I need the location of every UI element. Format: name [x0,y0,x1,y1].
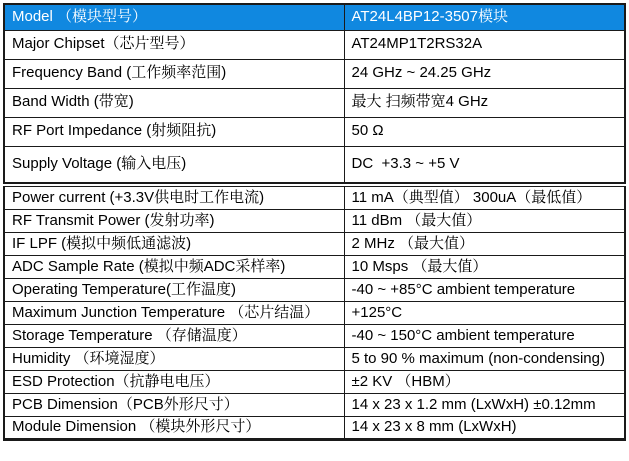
header-label-cell: Model （模块型号） [4,4,344,30]
spec-value-cell: 11 mA（典型值） 300uA（最低值） [344,187,625,210]
spec-value-cell: 14 x 23 x 8 mm (LxWxH) [344,417,625,440]
spec-value-cell: 50 Ω [344,117,625,146]
spec-row [4,210,625,233]
spec-row [4,187,625,210]
header-value-cell: AT24L4BP12-3507模块 [344,4,625,30]
spec-row [4,348,625,371]
spec-label-cell: PCB Dimension（PCB外形尺寸） [4,394,344,417]
spec-label-cell: Operating Temperature(工作温度) [4,279,344,302]
spec-label-cell: Supply Voltage (输入电压) [4,146,344,183]
spec-label-cell: Humidity （环境湿度） [4,348,344,371]
spec-label-cell: Band Width (带宽) [4,88,344,117]
spec-value-cell: 5 to 90 % maximum (non-condensing) [344,348,625,371]
spec-label-cell: Module Dimension （模块外形尺寸） [4,417,344,440]
spec-row [4,146,625,183]
spec-label-cell: Maximum Junction Temperature （芯片结温） [4,302,344,325]
spec-value-cell: 2 MHz （最大值） [344,233,625,256]
spec-label-cell: Major Chipset（芯片型号） [4,30,344,59]
spec-label-cell: Frequency Band (工作频率范围) [4,59,344,88]
spec-row [4,233,625,256]
spec-row [4,279,625,302]
spec-value-cell: +125°C [344,302,625,325]
spec-value-cell: 最大 扫频带宽4 GHz [344,88,625,117]
spec-table-top [3,3,626,184]
spec-value-cell: -40 ~ 150°C ambient temperature [344,325,625,348]
spec-value-cell: 24 GHz ~ 24.25 GHz [344,59,625,88]
spec-row [4,325,625,348]
spec-row [4,371,625,394]
spec-label-cell: RF Transmit Power (发射功率) [4,210,344,233]
spec-value-cell: 11 dBm （最大值） [344,210,625,233]
spec-value-cell: DC +3.3 ~ +5 V [344,146,625,183]
spec-label-cell: ADC Sample Rate (模拟中频ADC采样率) [4,256,344,279]
spec-value-cell: -40 ~ +85°C ambient temperature [344,279,625,302]
spec-label-cell: Power current (+3.3V供电时工作电流) [4,187,344,210]
spec-row [4,30,625,59]
spec-label-cell: Storage Temperature （存储温度） [4,325,344,348]
table-header-row [4,4,625,30]
spec-label-cell: RF Port Impedance (射频阻抗) [4,117,344,146]
spec-label-cell: ESD Protection（抗静电电压） [4,371,344,394]
spec-table-bottom [3,186,626,441]
spec-row [4,394,625,417]
spec-value-cell: ±2 KV （HBM） [344,371,625,394]
spec-value-cell: 10 Msps （最大值） [344,256,625,279]
spec-label-cell: IF LPF (模拟中频低通滤波) [4,233,344,256]
spec-value-cell: 14 x 23 x 1.2 mm (LxWxH) ±0.12mm [344,394,625,417]
spec-row [4,302,625,325]
spec-row [4,256,625,279]
spec-row [4,59,625,88]
spec-row [4,88,625,117]
spec-row [4,117,625,146]
spec-row [4,417,625,440]
spec-value-cell: AT24MP1T2RS32A [344,30,625,59]
